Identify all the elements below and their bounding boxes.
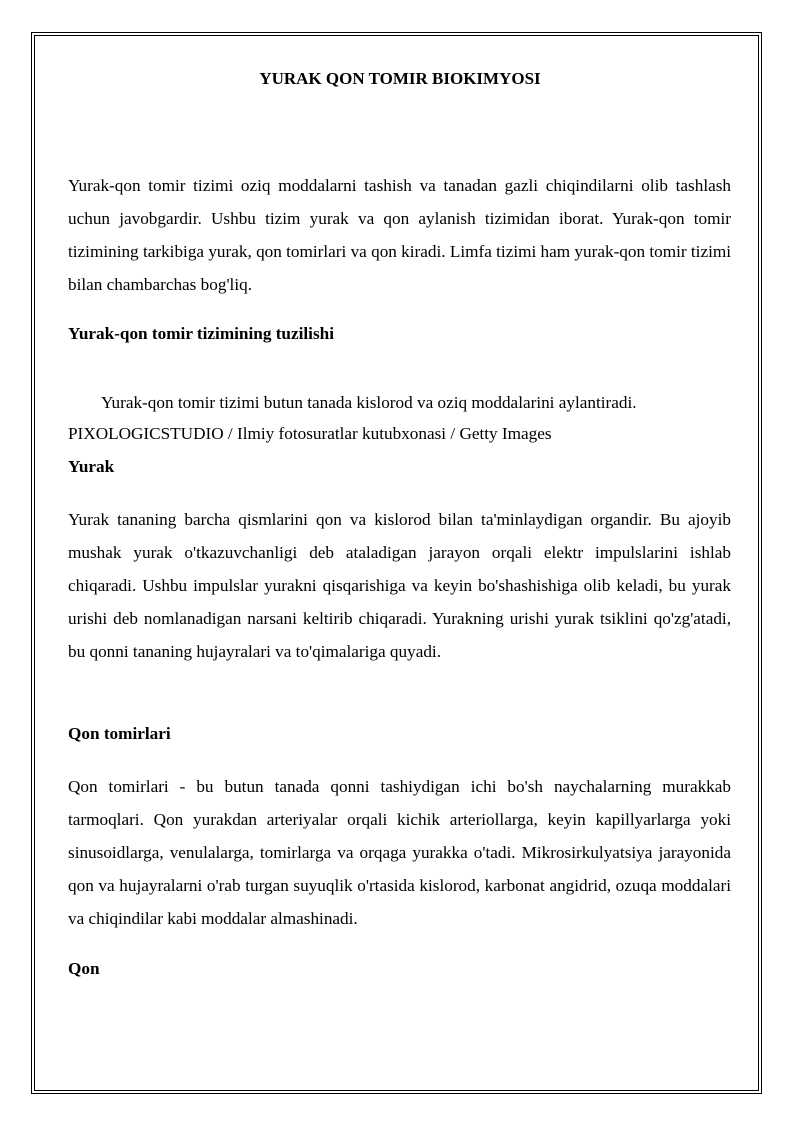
section-vessels-heading: Qon tomirlari bbox=[68, 724, 171, 743]
heart-paragraph: Yurak tananing barcha qismlarini qon va kislorod bilan ta'minlaydigan organdir. Bu ajoyib mushak yurak o'tkazuvchanligi deb ataladigan jarayon orqali elektr impulslarini ishlab chiqaradi. Ushbu impulslar yurakni qisqarishiga va keyin bo'shashishiga olib keladi, bu yurak urishi deb nomlanadigan narsani keltirib chiqaradi. Yurakning urishi yurak tsiklini qo'zg'atadi, bu qonni tananing hujayralari va to'qimalariga quyadi. bbox=[68, 510, 731, 661]
image-caption: Yurak-qon tomir tizimi butun tanada kislorod va oziq moddalarini aylantiradi. bbox=[101, 393, 637, 412]
document-title: YURAK QON TOMIR BIOKIMYOSI bbox=[259, 69, 541, 88]
intro-paragraph: Yurak-qon tomir tizimi oziq moddalarni tashish va tanadan gazli chiqindilarni olib tashlash uchun javobgardir. Ushbu tizim yurak va qon aylanish tizimidan iborat. Yurak-qon tomir tizimining tarkibiga yurak, qon tomirlari va qon kiradi. Limfa tizimi ham yurak-qon tomir tizimi bilan chambarchas bog'liq. bbox=[68, 176, 732, 294]
image-credit: PIXOLOGICSTUDIO / Ilmiy fotosuratlar kutubxonasi / Getty Images bbox=[68, 424, 552, 443]
vessels-paragraph: Qon tomirlari - bu butun tanada qonni tashiydigan ichi bo'sh naychalarning murakkab tarmoqlari. Qon yurakdan arteriyalar orqali kichik arteriollarga, keyin kapillyarlarga yoki sinusoidlarga, venulalarga, tomirlarga va orqaga yurakka o'tadi. Mikrosirkulyatsiya jarayonida qon va hujayralarni o'rab turgan suyuqlik o'rtasida kislorod, karbonat angidrid, ozuqa moddalari va chiqindilar kabi moddalar almashinadi. bbox=[68, 777, 731, 928]
section-heart-heading: Yurak bbox=[68, 457, 115, 476]
section-blood-heading: Qon bbox=[68, 959, 100, 978]
section-structure-heading: Yurak-qon tomir tizimining tuzilishi bbox=[68, 324, 334, 343]
